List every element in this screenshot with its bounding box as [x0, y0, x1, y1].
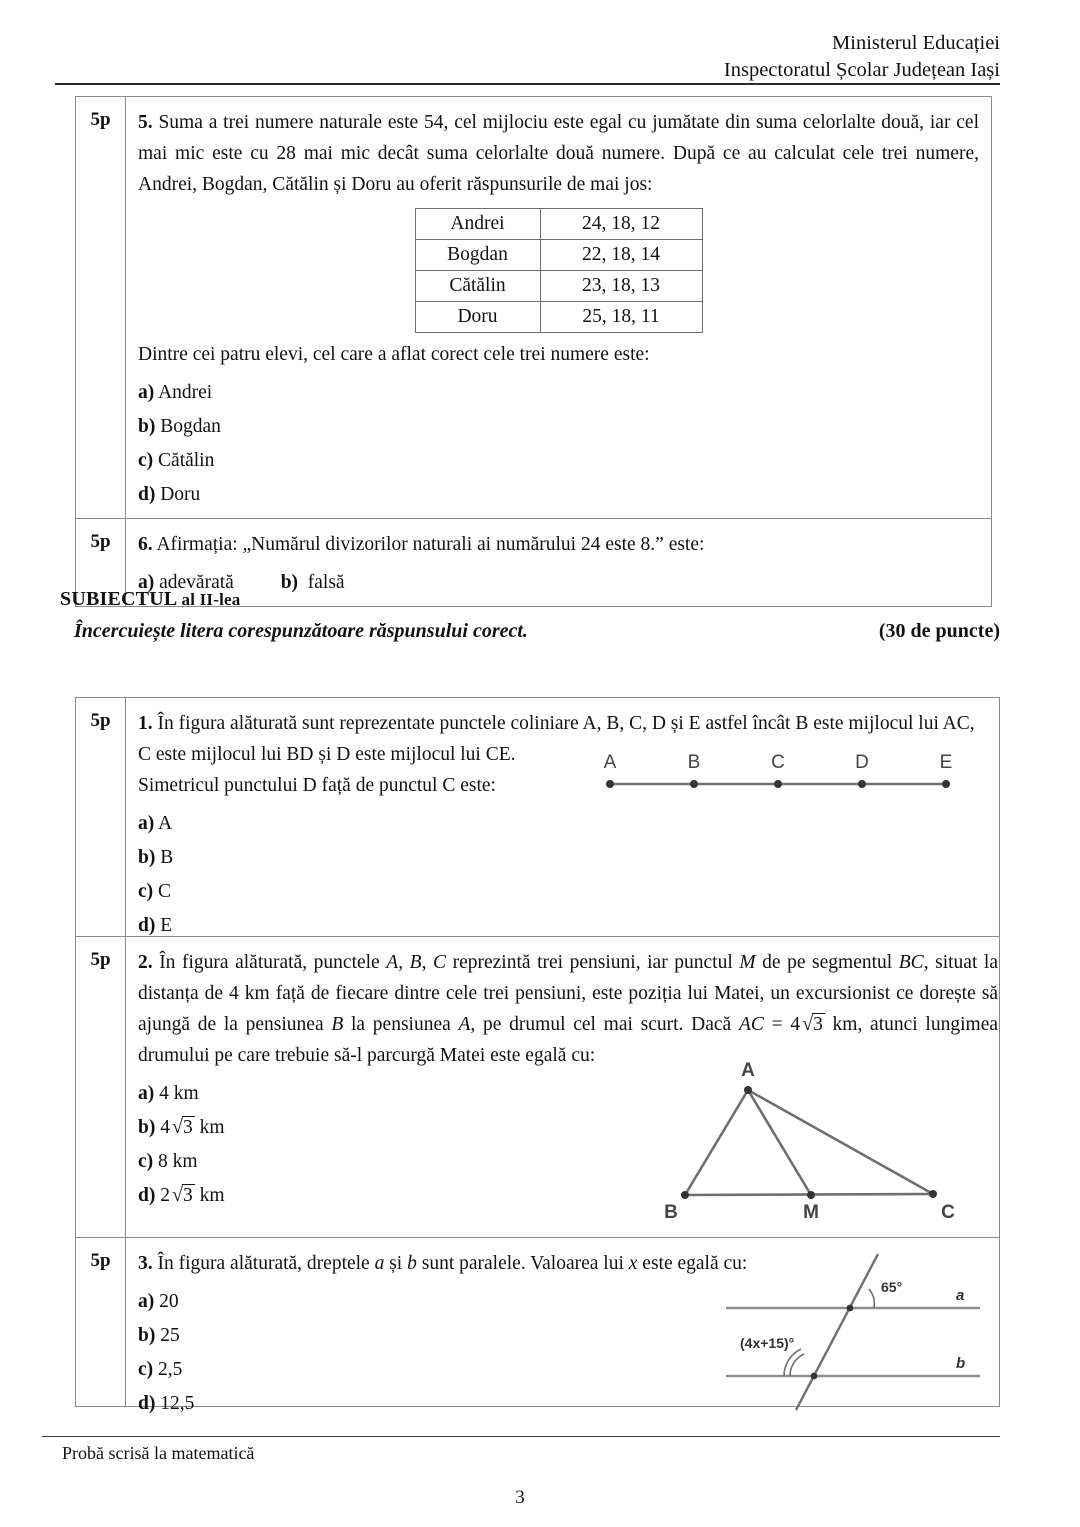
exercise-ii-2-text5: la pensiunea: [343, 1014, 459, 1035]
radicand: 3: [182, 1185, 193, 1206]
footer-divider: [42, 1436, 1000, 1437]
table-row: [415, 302, 702, 333]
option-letter: a): [138, 1083, 155, 1104]
header-divider: [55, 83, 1000, 85]
option-letter: c): [138, 450, 154, 471]
option-text: Doru: [160, 484, 201, 505]
option-letter: d): [138, 1393, 156, 1414]
vertex-label-B: B: [664, 1202, 678, 1223]
student-name: Cătălin: [415, 271, 540, 302]
point-label-B: B: [687, 752, 701, 773]
square-root-symbol: √3: [171, 1184, 193, 1206]
exercise-ii-3-number: 3.: [138, 1253, 153, 1274]
option-text: 25: [160, 1325, 180, 1346]
student-name: Bogdan: [415, 240, 540, 271]
option-letter: d): [138, 915, 156, 936]
option-text: adevărată: [159, 572, 234, 593]
angle-label-top: 65°: [881, 1279, 903, 1295]
radicand: 3: [813, 1014, 823, 1035]
option-letter: b): [138, 416, 156, 437]
section-title: [60, 588, 1000, 611]
math-M: M: [739, 952, 756, 973]
math-B2: B: [331, 1014, 344, 1035]
math-BC: BC: [898, 952, 924, 973]
option-letter: a): [138, 813, 155, 834]
option-text: E: [160, 915, 173, 936]
option-text: km: [194, 1185, 225, 1206]
option-text: A: [158, 813, 173, 834]
angle-label-bottom: (4x+15)°: [740, 1335, 795, 1351]
section-title-rest: al II-lea: [181, 590, 241, 609]
math-line-a: a: [374, 1253, 385, 1274]
exercise-ii-1-text1: În figura alăturată sunt reprezentate punctele coliniare A, B, C, D și E astfel încât B este mijlocul lui AC,: [157, 713, 975, 734]
points-cell-ii-2: 5p: [76, 937, 126, 1237]
option-text: Andrei: [158, 382, 213, 403]
option-coefficient: 2: [160, 1185, 170, 1206]
option-letter: a): [138, 382, 155, 403]
exercise-5-option-d[interactable]: [138, 483, 979, 506]
formula-equals: =: [771, 1014, 783, 1035]
exercise-5-number: 5.: [138, 112, 153, 133]
exercise-5-statement: [138, 107, 979, 200]
formula-coefficient: 4: [790, 1014, 801, 1035]
option-text: 12,5: [160, 1393, 195, 1414]
vertex-label-M: M: [803, 1202, 819, 1223]
exercise-5-statement-text: Suma a trei numere naturale este 54, cel mijlociu este egal cu jumătate din suma celorlalte două, iar cel mai mic este cu 28 mai mic decât suma celorlalte două numere. După ce au calculat cele trei numere, Andrei, Bogdan, Cătălin și Doru au oferit răspunsurile de mai jos:: [138, 112, 979, 195]
exercise-6-statement: [138, 529, 979, 560]
answers-comparison-table: [415, 208, 703, 333]
figure-triangle-pensiuni: [645, 1052, 965, 1232]
document-header: [55, 30, 1000, 84]
student-values: 25, 18, 11: [540, 302, 702, 333]
figure-collinear-points: [588, 742, 968, 800]
option-text: C: [158, 881, 172, 902]
exercise-ii-3-text3: sunt paralele. Valoarea lui: [416, 1253, 629, 1274]
line-label-a: a: [956, 1287, 965, 1304]
student-values: 23, 18, 13: [540, 271, 702, 302]
option-text: Bogdan: [160, 416, 221, 437]
square-root-symbol: √3: [171, 1116, 193, 1138]
option-text: 2,5: [158, 1359, 183, 1380]
exercise-6-number: 6.: [138, 534, 153, 555]
footer-label: Probă scrisă la matematică: [62, 1443, 255, 1463]
exercise-ii-1-line3: Simetricul punctului D față de punctul C este:: [138, 775, 496, 796]
header-ministry: Ministerul Educației: [832, 32, 1000, 54]
exercise-body-ii-1: [126, 698, 999, 936]
exercise-ii-2-number: 2.: [138, 952, 153, 973]
exercise-ii-2-text2: reprezintă trei pensiuni, iar punctul: [446, 952, 740, 973]
option-text: 8 km: [158, 1151, 198, 1172]
math-A: A: [386, 952, 399, 973]
vertex-label-C: C: [941, 1202, 955, 1223]
exercise-5-prompt: Dintre cei patru elevi, cel care a aflat corect cele trei numere este:: [138, 344, 650, 365]
header-inspectorate: Inspectoratul Școlar Județean Iași: [723, 59, 1000, 81]
exercise-6-statement-text: Afirmația: „Numărul divizorilor naturali ai numărului 24 este 8.” este:: [156, 534, 705, 555]
exercise-ii-2-text7: km, atunci lungimea drumului pe care trebuie să-l parcurgă Matei este egală cu:: [138, 1014, 998, 1066]
option-letter: d): [138, 1185, 156, 1206]
section-title-main: SUBIECTUL: [60, 588, 177, 610]
option-text: falsă: [307, 572, 345, 593]
option-letter: c): [138, 881, 154, 902]
exercise-row-5: [76, 97, 991, 519]
formula-AC: AC: [738, 1014, 764, 1035]
points-cell-ii-3: 5p: [76, 1238, 126, 1406]
student-values: 24, 18, 12: [540, 209, 702, 240]
point-label-A: A: [603, 752, 617, 773]
exercise-ii-2-text3: de pe segmentul: [755, 952, 899, 973]
points-cell-5: 5p: [76, 97, 126, 518]
exercise-ii-1-option-a[interactable]: [138, 812, 987, 835]
square-root-symbol: √3: [802, 1013, 823, 1035]
math-x: x: [628, 1253, 638, 1274]
math-line-b: b: [407, 1253, 417, 1274]
exercise-ii-2-text4: , situat la distanța de 4 km față de fiecare dintre cele trei pensiuni, este poziția lui Matei, un excursionist ce dorește să ajungă de la pensiunea: [138, 952, 998, 1035]
exercise-5-option-b[interactable]: [138, 415, 979, 438]
option-letter: c): [138, 1359, 154, 1380]
section-two-heading: [60, 588, 1000, 643]
option-text: 20: [159, 1291, 179, 1312]
exercise-table-section-one: [75, 96, 992, 607]
exercise-5-option-c[interactable]: [138, 449, 979, 472]
exercise-ii-2-text1: În figura alăturată, punctele: [159, 952, 387, 973]
student-values: 22, 18, 14: [540, 240, 702, 271]
student-name: Doru: [415, 302, 540, 333]
student-name: Andrei: [415, 209, 540, 240]
exercise-ii-1-line2: C este mijlocul lui BD și D este mijlocul lui CE.: [138, 744, 516, 765]
exercise-ii-3-text1: În figura alăturată, dreptele: [157, 1253, 375, 1274]
point-label-D: D: [855, 752, 869, 773]
math-C: C: [433, 952, 447, 973]
exercise-body-5: [126, 97, 991, 518]
option-letter: b): [138, 1325, 156, 1346]
option-letter: c): [138, 1151, 154, 1172]
exercise-ii-2-text6: , pe drumul cel mai scurt. Dacă: [470, 1014, 739, 1035]
exercise-ii-1-line1: [138, 708, 987, 739]
option-letter: b): [138, 1117, 156, 1138]
option-text: 4 km: [159, 1083, 199, 1104]
table-row: [415, 271, 702, 302]
table-row: [415, 209, 702, 240]
exercise-ii-1-option-d[interactable]: [138, 914, 987, 937]
option-text: Cătălin: [158, 450, 215, 471]
points-cell-6: 5p: [76, 519, 126, 606]
section-instruction-row: [60, 620, 1000, 643]
exercise-ii-1-number: 1.: [138, 713, 153, 734]
page-number: 3: [515, 1487, 525, 1508]
vertex-label-A: A: [741, 1060, 755, 1081]
exercise-ii-3-text4: este egală cu:: [637, 1253, 748, 1274]
exercise-5-option-a[interactable]: [138, 381, 979, 404]
exercise-ii-1-option-c[interactable]: [138, 880, 987, 903]
radicand: 3: [182, 1117, 193, 1138]
math-A2: A: [458, 1014, 471, 1035]
point-label-C: C: [771, 752, 785, 773]
option-letter: b): [138, 847, 156, 868]
option-letter: a): [138, 1291, 155, 1312]
points-cell-ii-1: 5p: [76, 698, 126, 936]
math-B: B: [409, 952, 422, 973]
option-text: B: [160, 847, 174, 868]
option-letter: b): [280, 572, 299, 593]
exercise-ii-1-option-b[interactable]: [138, 846, 987, 869]
line-label-b: b: [956, 1355, 966, 1372]
exercise-ii-3-text2: și: [384, 1253, 408, 1274]
exercise-row-ii-1: [76, 698, 999, 937]
option-coefficient: 4: [160, 1117, 170, 1138]
option-text: km: [194, 1117, 225, 1138]
option-letter: a): [138, 572, 155, 593]
table-row: [415, 240, 702, 271]
point-label-E: E: [939, 752, 953, 773]
section-points: (30 de puncte): [878, 620, 1000, 642]
section-instruction: Încercuiește litera corespunzătoare răspunsului corect.: [74, 620, 528, 642]
exercise-ii-2-statement: 2. În figura alăturată, punctele A, B, C reprezintă trei pensiuni, iar punctul M de pe segmentul BC, situat la distanța de 4 km față de fiecare dintre cele trei pensiuni, este poziția lui Matei, un excursionist ce dorește să ajungă de la pensiunea B la pensiunea A, pe drumul cel mai scurt. Dacă AC = 4 √3 km, atunci lungimea drumului pe care trebuie să-l parcurgă Matei este egală cu:: [138, 952, 998, 1066]
figure-parallel-lines: [718, 1252, 993, 1412]
option-letter: d): [138, 484, 156, 505]
